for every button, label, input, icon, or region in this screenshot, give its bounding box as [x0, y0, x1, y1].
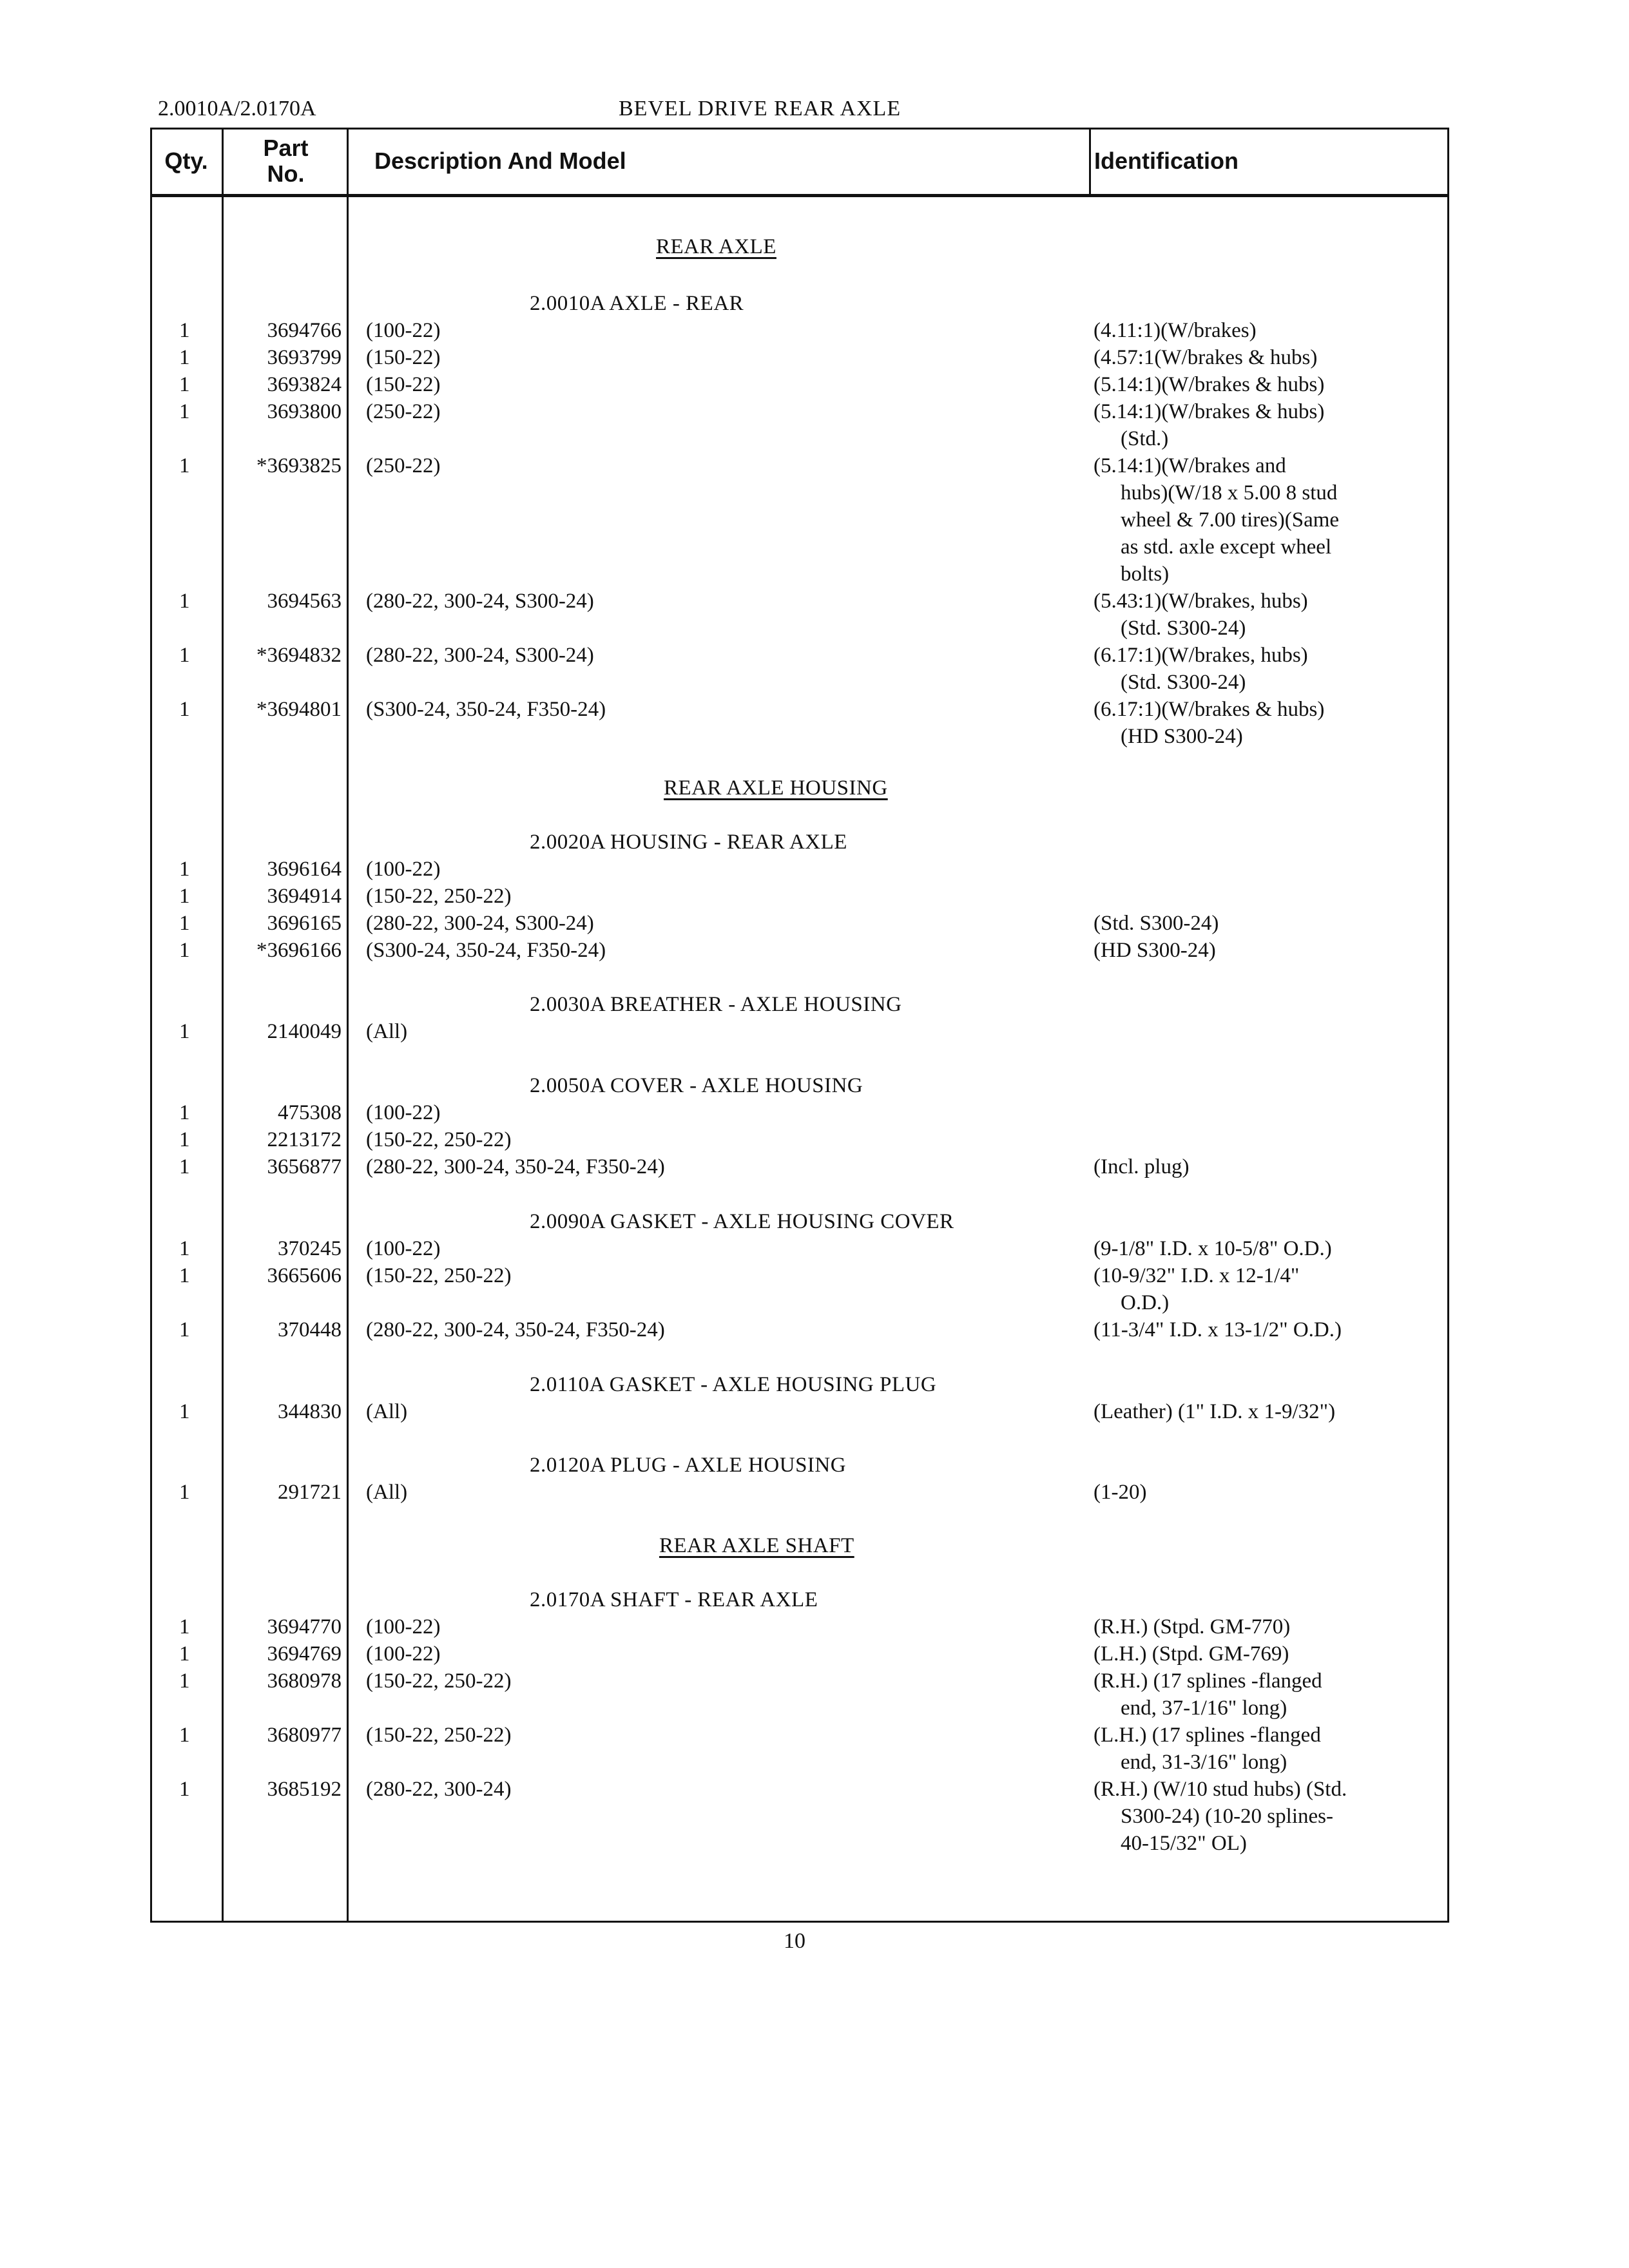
- table-row-continuation: [150, 561, 1449, 588]
- part-no-cell: *3696166: [256, 939, 342, 962]
- description-cell: (280-22, 300-24): [366, 1778, 512, 1801]
- part-no-cell: 3694769: [267, 1642, 342, 1666]
- qty-cell: 1: [179, 400, 190, 423]
- part-no-cell: 370245: [278, 1237, 342, 1260]
- description-cell: (All): [366, 1020, 408, 1043]
- group-heading: 2.0020A HOUSING - REAR AXLE: [530, 831, 847, 854]
- description-cell: (100-22): [366, 1101, 441, 1124]
- table-row: [150, 937, 1449, 964]
- identification-cell: (R.H.) (W/10 stud hubs) (Std.: [1094, 1778, 1347, 1801]
- identification-cell: (Incl. plug): [1094, 1155, 1190, 1178]
- table-row: [150, 1398, 1449, 1425]
- table-row: [150, 1018, 1449, 1045]
- table-row-continuation: [150, 1830, 1449, 1857]
- table-row: [150, 1667, 1449, 1695]
- identification-cell: (10-9/32" I.D. x 12-1/4": [1094, 1264, 1300, 1287]
- description-cell: (100-22): [366, 319, 441, 342]
- qty-cell: 1: [179, 1481, 190, 1504]
- qty-cell: 1: [179, 885, 190, 908]
- identification-cell: hubs)(W/18 x 5.00 8 stud: [1121, 481, 1338, 505]
- identification-cell: wheel & 7.00 tires)(Same: [1121, 508, 1340, 532]
- qty-cell: 1: [179, 644, 190, 667]
- description-cell: (100-22): [366, 858, 441, 881]
- description-cell: (100-22): [366, 1642, 441, 1666]
- description-cell: (S300-24, 350-24, F350-24): [366, 698, 606, 721]
- group-heading: 2.0050A COVER - AXLE HOUSING: [530, 1074, 863, 1097]
- qty-cell: 1: [179, 454, 190, 477]
- identification-cell: (1-20): [1094, 1481, 1147, 1504]
- description-cell: (150-22): [366, 346, 441, 369]
- part-no-cell: 3693800: [267, 400, 342, 423]
- table-row-continuation: [150, 479, 1449, 506]
- identification-cell: (HD S300-24): [1094, 939, 1216, 962]
- column-header-part-line2: No.: [267, 160, 305, 187]
- identification-cell: (HD S300-24): [1121, 725, 1243, 748]
- column-header-description: Description And Model: [374, 148, 626, 174]
- part-no-cell: 291721: [278, 1481, 342, 1504]
- part-no-cell: 3694914: [267, 885, 342, 908]
- identification-cell: end, 37-1/16" long): [1121, 1696, 1287, 1720]
- description-cell: (280-22, 300-24, S300-24): [366, 644, 594, 667]
- qty-cell: 1: [179, 698, 190, 721]
- table-row: [150, 910, 1449, 937]
- qty-cell: 1: [179, 1264, 190, 1287]
- qty-cell: 1: [179, 373, 190, 396]
- column-rule-desc: [1089, 128, 1091, 194]
- table-row: [150, 642, 1449, 669]
- part-no-cell: 3680978: [267, 1669, 342, 1693]
- table-row: [150, 1613, 1449, 1640]
- group-heading: 2.0090A GASKET - AXLE HOUSING COVER: [530, 1210, 954, 1233]
- qty-cell: 1: [179, 939, 190, 962]
- table-row: [150, 452, 1449, 479]
- table-row-continuation: [150, 533, 1449, 561]
- part-no-cell: *3694832: [256, 644, 342, 667]
- identification-cell: (6.17:1)(W/brakes, hubs): [1094, 644, 1308, 667]
- identification-cell: (Leather) (1" I.D. x 1-9/32"): [1094, 1400, 1336, 1423]
- table-row: [150, 856, 1449, 883]
- identification-cell: S300-24) (10-20 splines-: [1121, 1805, 1333, 1828]
- identification-cell: (4.11:1)(W/brakes): [1094, 319, 1257, 342]
- description-cell: (150-22): [366, 373, 441, 396]
- qty-cell: 1: [179, 319, 190, 342]
- identification-cell: (Std. S300-24): [1094, 912, 1219, 935]
- identification-cell: (11-3/4" I.D. x 13-1/2" O.D.): [1094, 1318, 1342, 1341]
- part-no-cell: 3656877: [267, 1155, 342, 1178]
- section-heading: REAR AXLE: [656, 235, 776, 258]
- part-no-cell: 3685192: [267, 1778, 342, 1801]
- table-row: [150, 588, 1449, 615]
- table-row: [150, 1776, 1449, 1803]
- part-no-cell: 3694766: [267, 319, 342, 342]
- qty-cell: 1: [179, 1237, 190, 1260]
- description-cell: (150-22, 250-22): [366, 1264, 512, 1287]
- qty-cell: 1: [179, 912, 190, 935]
- part-no-cell: 2213172: [267, 1128, 342, 1151]
- qty-cell: 1: [179, 1101, 190, 1124]
- qty-cell: 1: [179, 1615, 190, 1639]
- qty-cell: 1: [179, 1155, 190, 1178]
- identification-cell: (9-1/8" I.D. x 10-5/8" O.D.): [1094, 1237, 1332, 1260]
- column-header-identification: Identification: [1094, 148, 1239, 174]
- qty-cell: 1: [179, 1020, 190, 1043]
- table-row: [150, 1262, 1449, 1289]
- table-row-continuation: [150, 1289, 1449, 1316]
- table-row: [150, 1099, 1449, 1126]
- part-no-cell: 370448: [278, 1318, 342, 1341]
- group-heading: 2.0120A PLUG - AXLE HOUSING: [530, 1454, 847, 1477]
- table-row: [150, 1722, 1449, 1749]
- identification-cell: (L.H.) (17 splines -flanged: [1094, 1724, 1321, 1747]
- description-cell: (250-22): [366, 400, 441, 423]
- identification-cell: (Std.): [1121, 427, 1169, 450]
- table-row: [150, 1640, 1449, 1667]
- group-heading: 2.0110A GASKET - AXLE HOUSING PLUG: [530, 1373, 937, 1396]
- section-heading: REAR AXLE HOUSING: [664, 776, 888, 800]
- identification-cell: end, 31-3/16" long): [1121, 1751, 1287, 1774]
- part-no-cell: *3694801: [256, 698, 342, 721]
- description-cell: (250-22): [366, 454, 441, 477]
- table-row: [150, 1126, 1449, 1153]
- qty-cell: 1: [179, 590, 190, 613]
- part-no-cell: 3694770: [267, 1615, 342, 1639]
- description-cell: (280-22, 300-24, S300-24): [366, 590, 594, 613]
- table-row: [150, 1153, 1449, 1180]
- description-cell: (S300-24, 350-24, F350-24): [366, 939, 606, 962]
- qty-cell: 1: [179, 1724, 190, 1747]
- group-heading: 2.0170A SHAFT - REAR AXLE: [530, 1588, 818, 1611]
- description-cell: (280-22, 300-24, S300-24): [366, 912, 594, 935]
- table-border-bottom: [150, 1921, 1449, 1923]
- qty-cell: 1: [179, 1642, 190, 1666]
- identification-cell: (5.14:1)(W/brakes and: [1094, 454, 1286, 477]
- description-cell: (150-22, 250-22): [366, 1724, 512, 1747]
- identification-cell: (R.H.) (Stpd. GM-770): [1094, 1615, 1291, 1639]
- table-row-continuation: [150, 506, 1449, 533]
- part-no-cell: *3693825: [256, 454, 342, 477]
- table-row-continuation: [150, 615, 1449, 642]
- identification-cell: (5.14:1)(W/brakes & hubs): [1094, 400, 1325, 423]
- column-header-part-line1: Part: [263, 135, 309, 161]
- description-cell: (All): [366, 1481, 408, 1504]
- section-heading: REAR AXLE SHAFT: [659, 1534, 854, 1557]
- table-row: [150, 1316, 1449, 1343]
- qty-cell: 1: [179, 346, 190, 369]
- table-row: [150, 371, 1449, 398]
- table-row: [150, 883, 1449, 910]
- table-row: [150, 317, 1449, 344]
- description-cell: (280-22, 300-24, 350-24, F350-24): [366, 1155, 665, 1178]
- part-no-cell: 3693824: [267, 373, 342, 396]
- table-row-continuation: [150, 723, 1449, 750]
- table-row-continuation: [150, 1803, 1449, 1830]
- table-row: [150, 398, 1449, 425]
- part-no-cell: 344830: [278, 1400, 342, 1423]
- identification-cell: (5.14:1)(W/brakes & hubs): [1094, 373, 1325, 396]
- qty-cell: 1: [179, 1669, 190, 1693]
- page-code: 2.0010A/2.0170A: [158, 97, 316, 120]
- parts-table: [150, 128, 1449, 1923]
- page-number: 10: [784, 1929, 805, 1953]
- identification-cell: O.D.): [1121, 1291, 1170, 1314]
- description-cell: (100-22): [366, 1615, 441, 1639]
- table-row: [150, 1479, 1449, 1506]
- qty-cell: 1: [179, 1778, 190, 1801]
- qty-cell: 1: [179, 1128, 190, 1151]
- identification-cell: (5.43:1)(W/brakes, hubs): [1094, 590, 1308, 613]
- qty-cell: 1: [179, 858, 190, 881]
- identification-cell: bolts): [1121, 562, 1170, 586]
- table-row-continuation: [150, 1695, 1449, 1722]
- table-row: [150, 1235, 1449, 1262]
- part-no-cell: 3696164: [267, 858, 342, 881]
- identification-cell: (4.57:1(W/brakes & hubs): [1094, 346, 1318, 369]
- part-no-cell: 3696165: [267, 912, 342, 935]
- part-no-cell: 3680977: [267, 1724, 342, 1747]
- part-no-cell: 3693799: [267, 346, 342, 369]
- table-row: [150, 344, 1449, 371]
- identification-cell: (6.17:1)(W/brakes & hubs): [1094, 698, 1325, 721]
- qty-cell: 1: [179, 1400, 190, 1423]
- description-cell: (150-22, 250-22): [366, 885, 512, 908]
- description-cell: (280-22, 300-24, 350-24, F350-24): [366, 1318, 665, 1341]
- identification-cell: (L.H.) (Stpd. GM-769): [1094, 1642, 1289, 1666]
- description-cell: (100-22): [366, 1237, 441, 1260]
- table-row-continuation: [150, 1749, 1449, 1776]
- qty-cell: 1: [179, 1318, 190, 1341]
- page-title: BEVEL DRIVE REAR AXLE: [619, 97, 901, 120]
- part-no-cell: 3665606: [267, 1264, 342, 1287]
- identification-cell: as std. axle except wheel: [1121, 535, 1332, 559]
- group-heading: 2.0030A BREATHER - AXLE HOUSING: [530, 993, 902, 1016]
- description-cell: (150-22, 250-22): [366, 1128, 512, 1151]
- table-row: [150, 696, 1449, 723]
- table-row-continuation: [150, 425, 1449, 452]
- group-heading: 2.0010A AXLE - REAR: [530, 292, 744, 315]
- identification-cell: (Std. S300-24): [1121, 671, 1246, 694]
- part-no-cell: 475308: [278, 1101, 342, 1124]
- table-row-continuation: [150, 669, 1449, 696]
- identification-cell: 40-15/32" OL): [1121, 1832, 1247, 1855]
- part-no-cell: 3694563: [267, 590, 342, 613]
- identification-cell: (Std. S300-24): [1121, 617, 1246, 640]
- part-no-cell: 2140049: [267, 1020, 342, 1043]
- column-header-qty: Qty.: [164, 148, 208, 174]
- identification-cell: (R.H.) (17 splines -flanged: [1094, 1669, 1322, 1693]
- description-cell: (All): [366, 1400, 408, 1423]
- description-cell: (150-22, 250-22): [366, 1669, 512, 1693]
- column-header-part-no: [224, 128, 348, 195]
